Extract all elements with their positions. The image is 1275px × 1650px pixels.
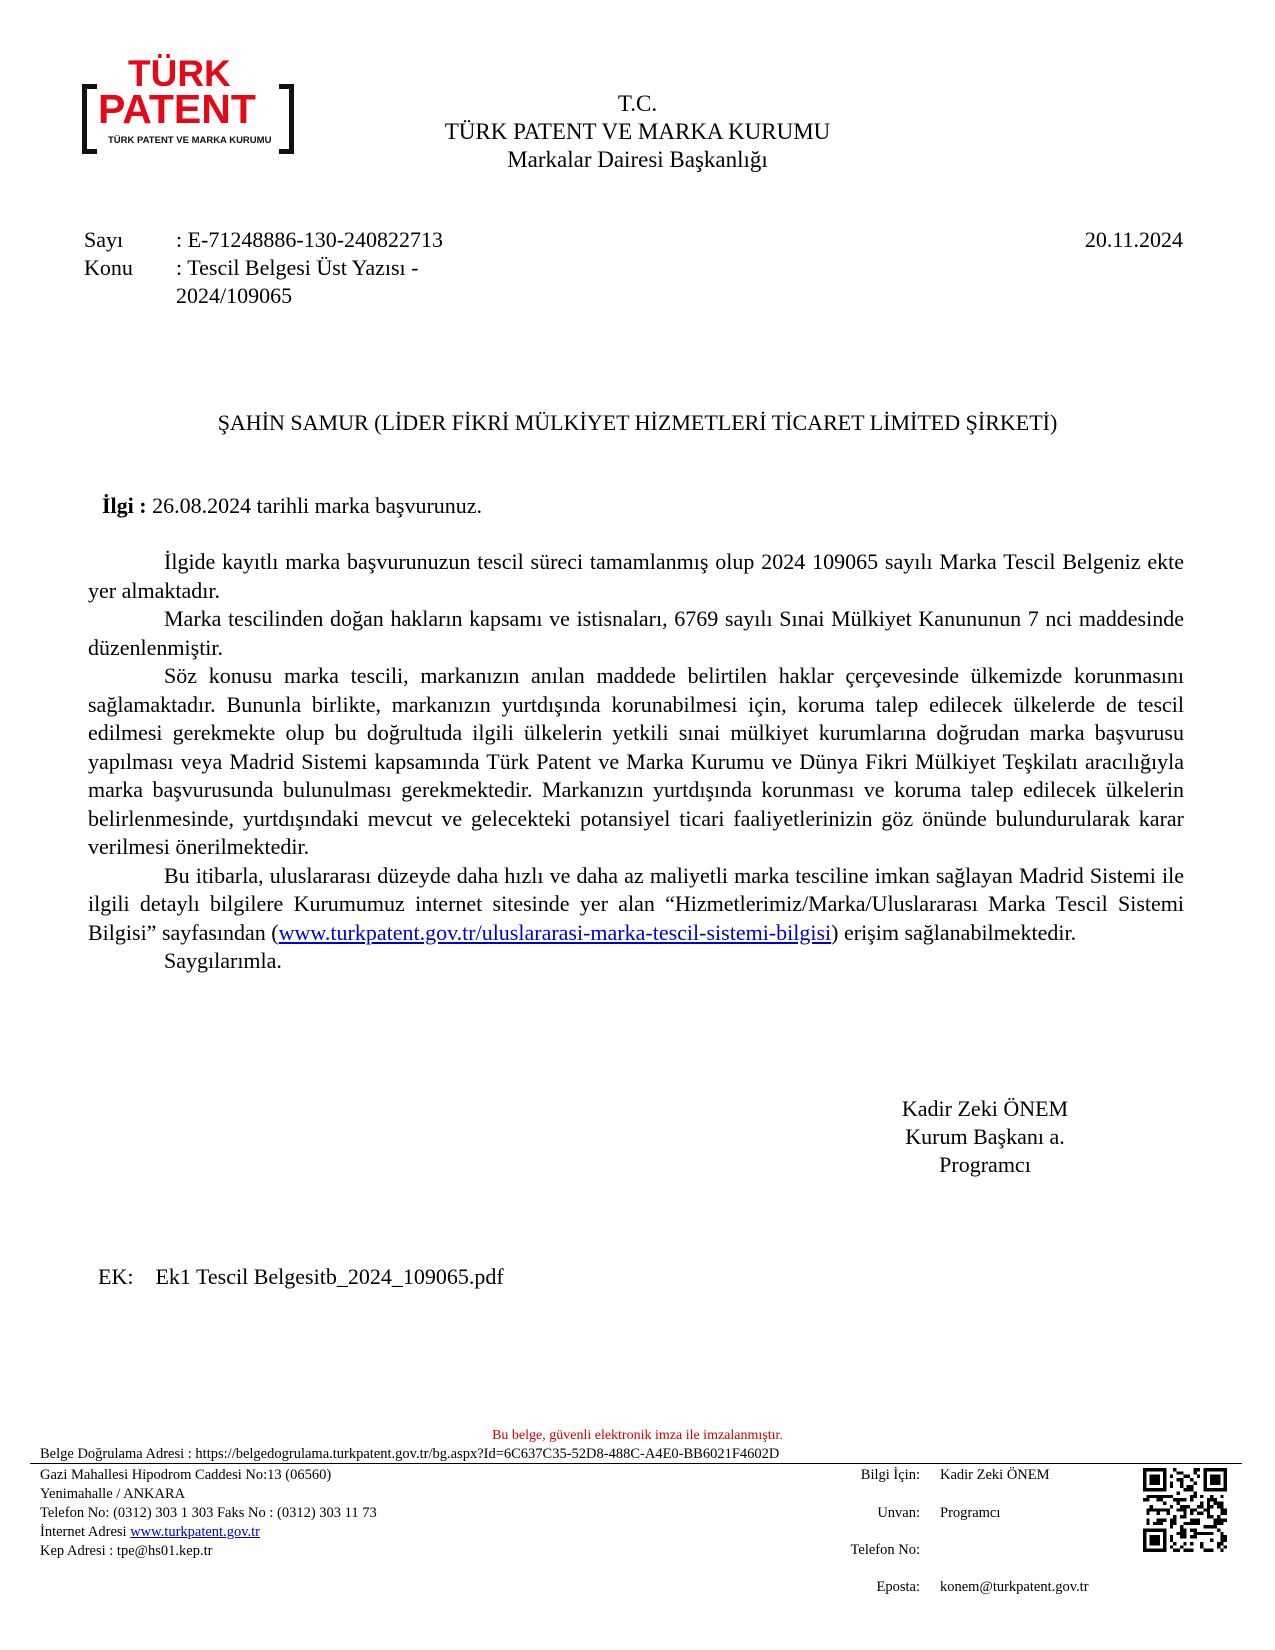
kep-address: Kep Adresi : tpe@hs01.kep.tr [40, 1543, 213, 1559]
web-address [40, 1523, 260, 1542]
header-tc: T.C. [617, 91, 658, 116]
konu-label: Konu [84, 255, 133, 280]
paragraph-2: Marka tescilinden doğan hakların kapsamı ve istisnaları, 6769 sayılı Sınai Mülkiyet Kanununun 7 nci maddesinde düzenlenmiştir. [88, 606, 1184, 660]
web-link[interactable]: www.turkpatent.gov.tr [130, 1524, 261, 1540]
web-label: İnternet Adresi [40, 1524, 131, 1540]
info-label: Bilgi İçin: [860, 1467, 920, 1483]
closing: Saygılarımla. [164, 948, 282, 973]
recipient: ŞAHİN SAMUR (LİDER FİKRİ MÜLKİYET HİZMETLERİ TİCARET LİMİTED ŞİRKETİ) [217, 410, 1058, 435]
logo-turk-text: TÜRK [128, 53, 231, 94]
esign-note: Bu belge, güvenli elektronik imza ile imzalanmıştır. [492, 1428, 783, 1443]
sayi-value: : E-71248886-130-240822713 [176, 227, 444, 252]
paragraph-4-text: Bu itibarla, uluslararası düzeyde daha hızlı ve daha az maliyetli marka tesciline imkan sağlayan Madrid Sistemi ile ilgili detaylı bilgilere Kurumumuz internet sitesinde yer alan “Hizmetlerimiz/Marka/Uluslararası Marka Tescil Sistemi Bilgisi” sayfasından ( [88, 862, 1184, 945]
header-department: Markalar Dairesi Başkanlığı [507, 147, 768, 172]
attachment-file: Ek1 Tescil Belgesitb_2024_109065.pdf [155, 1264, 504, 1289]
konu-value: : Tescil Belgesi Üst Yazısı - [176, 255, 419, 280]
madrid-info-link[interactable]: www.turkpatent.gov.tr/uluslararasi-marka-tescil-sistemi-bilgisi [278, 919, 832, 945]
unvan-value: Programcı [940, 1505, 1001, 1521]
eposta-label: Eposta: [876, 1579, 920, 1595]
paragraph-3: Söz konusu marka tescili, markanızın anılan maddede belirtilen haklar çerçevesinde ülkemizde korunmasını sağlamaktadır. Bununla birlikte, markanızın yurtdışında korunabilmesi için, koruma talep edilecek ülkelerde de tescil edilmesi gerekmekte olup bu doğrultuda ilgili ülkelerin yetkili sınai mülkiyet kurumlarına doğrudan marka başvurusu yapılması veya Madrid Sistemi kapsamında Türk Patent ve Marka Kurumu ve Dünya Fikri Mülkiyet Teşkilatı aracılığıyla marka başvurusunda bulunulması gerekmektedir. Markanızın yurtdışında korunması ve koruma talep edilecek ülkelerin belirlenmesinde, yurtdışındaki mevcut ve gelecekteki potansiyel ticari faaliyetlerinizin göz önünde bulundurularak karar verilmesi önerilmektedir. [88, 663, 1184, 859]
unvan-label: Unvan: [877, 1505, 920, 1521]
address-line-1: Gazi Mahallesi Hipodrom Caddesi No:13 (06560) [40, 1467, 332, 1483]
attachment-label: EK: [98, 1264, 134, 1289]
ilgi-text: 26.08.2024 tarihli marka başvurunuz. [146, 493, 483, 518]
paragraph-4-end: ) erişim sağlanabilmektedir. [831, 919, 1077, 945]
telefon-label: Telefon No: [850, 1542, 920, 1558]
attachment [98, 1264, 504, 1290]
paragraph-4 [88, 862, 1184, 948]
paragraph-1: İlgide kayıtlı marka başvurunuzun tescil süreci tamamlanmış olup 2024 109065 sayılı Marka Tescil Belgeniz ekte yer almaktadır. [88, 549, 1184, 603]
qr-code-icon [1143, 1468, 1227, 1552]
sayi-label: Sayı [84, 227, 124, 252]
footer-divider [30, 1463, 1242, 1464]
verify-address: Belge Doğrulama Adresi : https://belgedogrulama.turkpatent.gov.tr/bg.aspx?Id=6C637C35-52D8-488C-A4E0-BB6021F4602D [40, 1446, 780, 1462]
ilgi-label: İlgi : [102, 493, 147, 518]
letter-body [88, 548, 1184, 976]
address-line-2: Yenimahalle / ANKARA [40, 1486, 186, 1502]
signer-role: Programcı [939, 1152, 1031, 1177]
signer-title: Kurum Başkanı a. [905, 1124, 1065, 1149]
ilgi-line [102, 492, 482, 520]
logo-patent-text: PATENT [98, 86, 256, 132]
eposta-value: konem@turkpatent.gov.tr [940, 1579, 1089, 1595]
signer-name: Kadir Zeki ÖNEM [901, 1096, 1069, 1121]
konu-value-cont: 2024/109065 [176, 283, 293, 308]
phone-fax: Telefon No: (0312) 303 1 303 Faks No : (0312) 303 11 73 [40, 1505, 377, 1521]
logo-subtitle: TÜRK PATENT VE MARKA KURUMU [108, 135, 272, 146]
document-date: 20.11.2024 [1084, 227, 1183, 252]
info-value: Kadir Zeki ÖNEM [940, 1467, 1050, 1483]
header-institution: TÜRK PATENT VE MARKA KURUMU [444, 119, 831, 144]
